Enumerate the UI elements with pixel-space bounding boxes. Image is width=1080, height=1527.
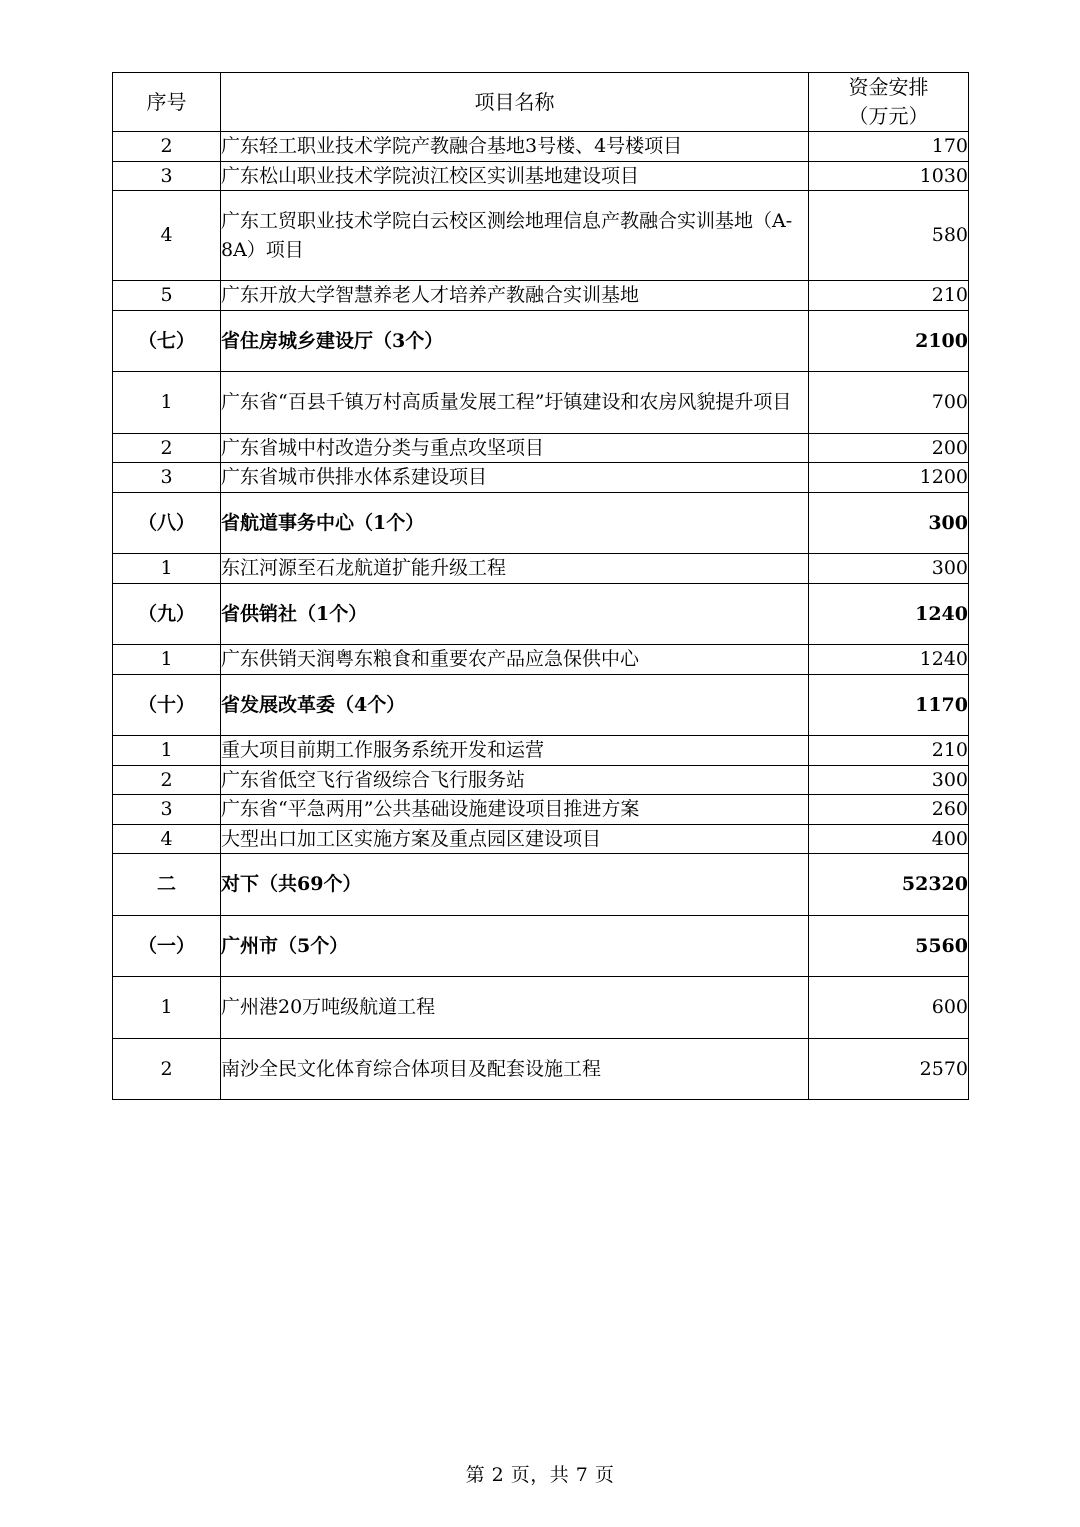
row-amount: 1170 — [809, 674, 969, 736]
fund-allocation-table — [112, 72, 969, 1100]
table-row — [113, 310, 969, 372]
row-sequence: 2 — [113, 132, 221, 162]
column-header-seq: 序号 — [113, 73, 221, 132]
row-project-name: 省航道事务中心（1个） — [221, 492, 809, 554]
row-amount: 170 — [809, 132, 969, 162]
table-row — [113, 977, 969, 1039]
row-amount: 52320 — [809, 854, 969, 916]
row-project-name: 省发展改革委（4个） — [221, 674, 809, 736]
table-header — [113, 73, 969, 132]
row-project-name: 广东开放大学智慧养老人才培养产教融合实训基地 — [221, 281, 809, 311]
row-project-name: 广东省低空飞行省级综合飞行服务站 — [221, 765, 809, 795]
row-project-name: 广东轻工职业技术学院产教融合基地3号楼、4号楼项目 — [221, 132, 809, 162]
row-sequence: 3 — [113, 795, 221, 825]
row-project-name: 广东松山职业技术学院浈江校区实训基地建设项目 — [221, 161, 809, 191]
row-sequence: 1 — [113, 736, 221, 766]
row-amount: 210 — [809, 736, 969, 766]
table-row — [113, 554, 969, 584]
row-sequence: （十） — [113, 674, 221, 736]
row-sequence: 3 — [113, 161, 221, 191]
row-project-name: 广州港20万吨级航道工程 — [221, 977, 809, 1039]
row-sequence: （八） — [113, 492, 221, 554]
table-row — [113, 824, 969, 854]
row-project-name: 省住房城乡建设厅（3个） — [221, 310, 809, 372]
row-amount: 210 — [809, 281, 969, 311]
row-sequence: 2 — [113, 765, 221, 795]
table-row — [113, 132, 969, 162]
row-sequence: 2 — [113, 1038, 221, 1100]
table-row — [113, 583, 969, 645]
row-project-name: 广东省“百县千镇万村高质量发展工程”圩镇建设和农房风貌提升项目 — [221, 372, 809, 434]
column-header-project-name: 项目名称 — [221, 73, 809, 132]
table-row — [113, 765, 969, 795]
column-header-amount-line2: （万元） — [848, 104, 929, 128]
row-project-name: 南沙全民文化体育综合体项目及配套设施工程 — [221, 1038, 809, 1100]
table-row — [113, 1038, 969, 1100]
table-header-row — [113, 73, 969, 132]
row-amount: 580 — [809, 191, 969, 281]
table-row — [113, 433, 969, 463]
row-project-name: 东江河源至石龙航道扩能升级工程 — [221, 554, 809, 584]
table-row — [113, 191, 969, 281]
row-sequence: 1 — [113, 372, 221, 434]
table-row — [113, 645, 969, 675]
row-amount: 700 — [809, 372, 969, 434]
row-amount: 1240 — [809, 645, 969, 675]
row-sequence: 4 — [113, 824, 221, 854]
row-amount: 300 — [809, 492, 969, 554]
row-amount: 200 — [809, 433, 969, 463]
row-amount: 300 — [809, 554, 969, 584]
table-row — [113, 372, 969, 434]
table-row — [113, 492, 969, 554]
row-sequence: 1 — [113, 554, 221, 584]
table-row — [113, 161, 969, 191]
row-amount: 1240 — [809, 583, 969, 645]
row-amount: 400 — [809, 824, 969, 854]
table-row — [113, 674, 969, 736]
row-project-name: 广州市（5个） — [221, 915, 809, 977]
row-amount: 600 — [809, 977, 969, 1039]
row-project-name: 广东供销天润粤东粮食和重要农产品应急保供中心 — [221, 645, 809, 675]
table-row — [113, 795, 969, 825]
row-project-name: 大型出口加工区实施方案及重点园区建设项目 — [221, 824, 809, 854]
row-project-name: 广东省城市供排水体系建设项目 — [221, 463, 809, 493]
row-sequence: 3 — [113, 463, 221, 493]
table-row — [113, 854, 969, 916]
row-project-name: 广东工贸职业技术学院白云校区测绘地理信息产教融合实训基地（A-8A）项目 — [221, 191, 809, 281]
row-project-name: 广东省城中村改造分类与重点攻坚项目 — [221, 433, 809, 463]
row-sequence: （一） — [113, 915, 221, 977]
row-sequence: （九） — [113, 583, 221, 645]
row-amount: 300 — [809, 765, 969, 795]
row-amount: 260 — [809, 795, 969, 825]
row-amount: 1200 — [809, 463, 969, 493]
row-amount: 2100 — [809, 310, 969, 372]
row-sequence: 2 — [113, 433, 221, 463]
table-row — [113, 281, 969, 311]
table-body — [113, 132, 969, 1100]
row-amount: 5560 — [809, 915, 969, 977]
row-project-name: 广东省“平急两用”公共基础设施建设项目推进方案 — [221, 795, 809, 825]
row-project-name: 重大项目前期工作服务系统开发和运营 — [221, 736, 809, 766]
row-sequence: 二 — [113, 854, 221, 916]
page-footer: 第 2 页，共 7 页 — [465, 1464, 615, 1486]
table-row — [113, 915, 969, 977]
table-row — [113, 463, 969, 493]
table-row — [113, 736, 969, 766]
row-project-name: 对下（共69个） — [221, 854, 809, 916]
row-project-name: 省供销社（1个） — [221, 583, 809, 645]
row-sequence: （七） — [113, 310, 221, 372]
row-sequence: 1 — [113, 645, 221, 675]
column-header-amount-line1: 资金安排 — [848, 75, 929, 99]
row-amount: 1030 — [809, 161, 969, 191]
row-sequence: 4 — [113, 191, 221, 281]
row-sequence: 1 — [113, 977, 221, 1039]
row-sequence: 5 — [113, 281, 221, 311]
row-amount: 2570 — [809, 1038, 969, 1100]
column-header-amount — [809, 73, 969, 132]
